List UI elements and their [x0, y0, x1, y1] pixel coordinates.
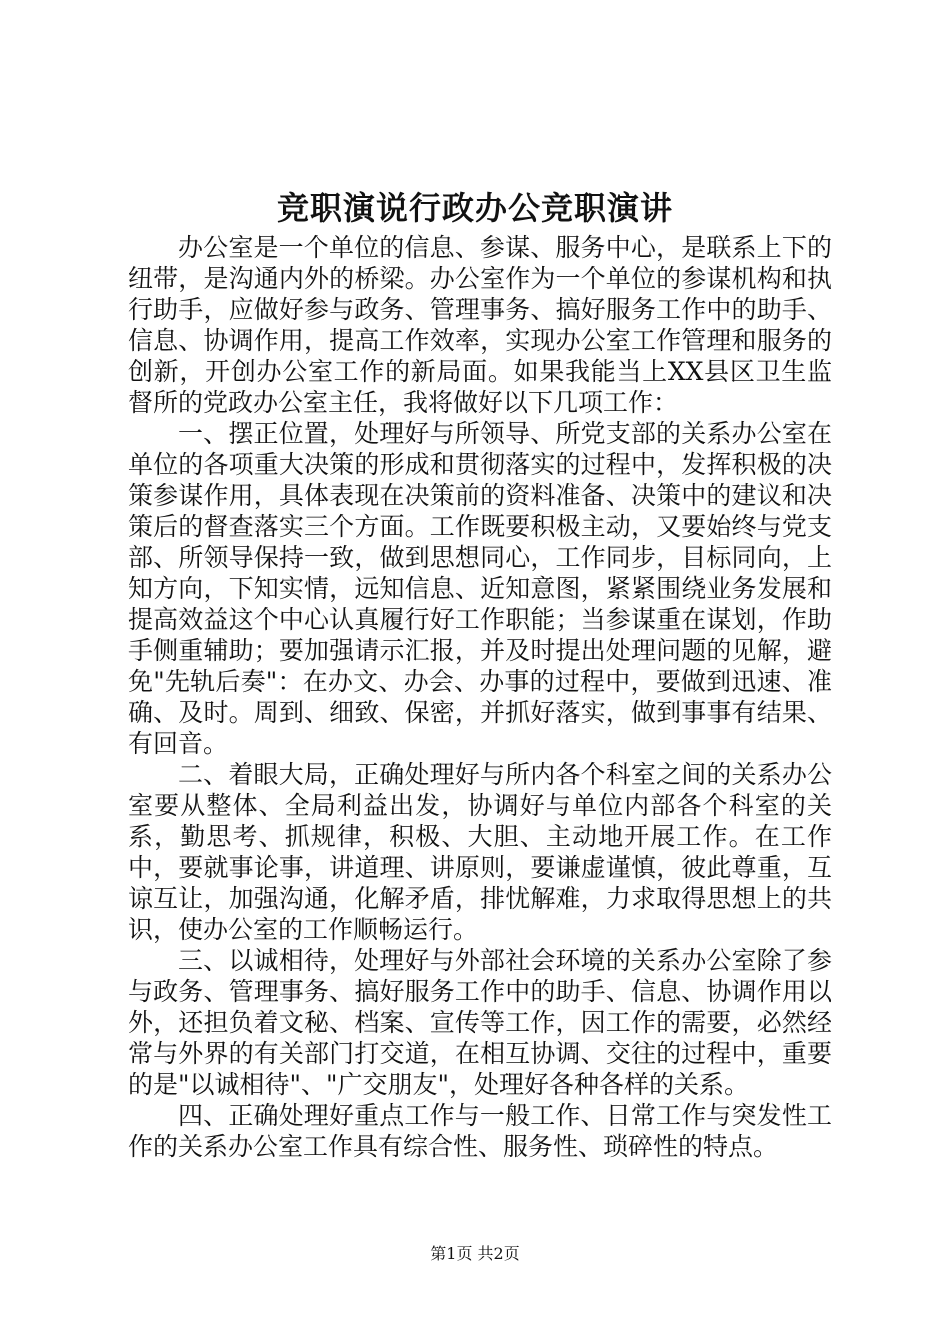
document-body — [128, 232, 832, 1162]
paragraph-intro: 办公室是一个单位的信息、参谋、服务中心，是联系上下的纽带，是沟通内外的桥梁。办公室作为一个单位的参谋机构和执行助手，应做好参与政务、管理事务、搞好服务工作中的助手、信息、协调作用，提高工作效率，实现办公室工作管理和服务的创新，开创办公室工作的新局面。如果我能当上XX县区卫生监督所的党政办公室主任，我将做好以下几项工作： — [128, 233, 832, 417]
paragraph-section-4: 四、正确处理好重点工作与一般工作、日常工作与突发性工作的关系办公室工作具有综合性、服务性、琐碎性的特点。 — [128, 1101, 832, 1161]
document-title: 竞职演说行政办公竞职演讲 — [276, 189, 673, 227]
paragraph-section-3: 三、以诚相待，处理好与外部社会环境的关系办公室除了参与政务、管理事务、搞好服务工作中的助手、信息、协调作用以外，还担负着文秘、档案、宣传等工作，因工作的需要，必然经常与外界的有关部门打交道，在相互协调、交往的过程中，重要的是"以诚相待"、"广交朋友"，处理好各种各样的关系。 — [128, 946, 832, 1099]
paragraph-section-1: 一、摆正位置，处理好与所领导、所党支部的关系办公室在单位的各项重大决策的形成和贯彻落实的过程中，发挥积极的决策参谋作用，具体表现在决策前的资料准备、决策中的建议和决策后的督查落实三个方面。工作既要积极主动，又要始终与党支部、所领导保持一致，做到思想同心，工作同步，目标同向，上知方向，下知实情，远知信息、近知意图，紧紧围绕业务发展和提高效益这个中心认真履行好工作职能；当参谋重在谋划，作助手侧重辅助；要加强请示汇报，并及时提出处理问题的见解，避免"先轨后奏"：在办文、办会、办事的过程中，要做到迅速、准确、及时。周到、细致、保密，并抓好落实，做到事事有结果、有回音。 — [128, 419, 832, 758]
paragraph-section-2: 二、着眼大局，正确处理好与所内各个科室之间的关系办公室要从整体、全局利益出发，协调好与单位内部各个科室的关系，勤思考、抓规律，积极、大胆、主动地开展工作。在工作中，要就事论事，讲道理、讲原则，要谦虚谨慎，彼此尊重，互谅互让，加强沟通，化解矛盾，排忧解难，力求取得思想上的共识，使办公室的工作顺畅运行。 — [128, 760, 832, 944]
page-number-footer: 第1页 共2页 — [430, 1244, 520, 1263]
